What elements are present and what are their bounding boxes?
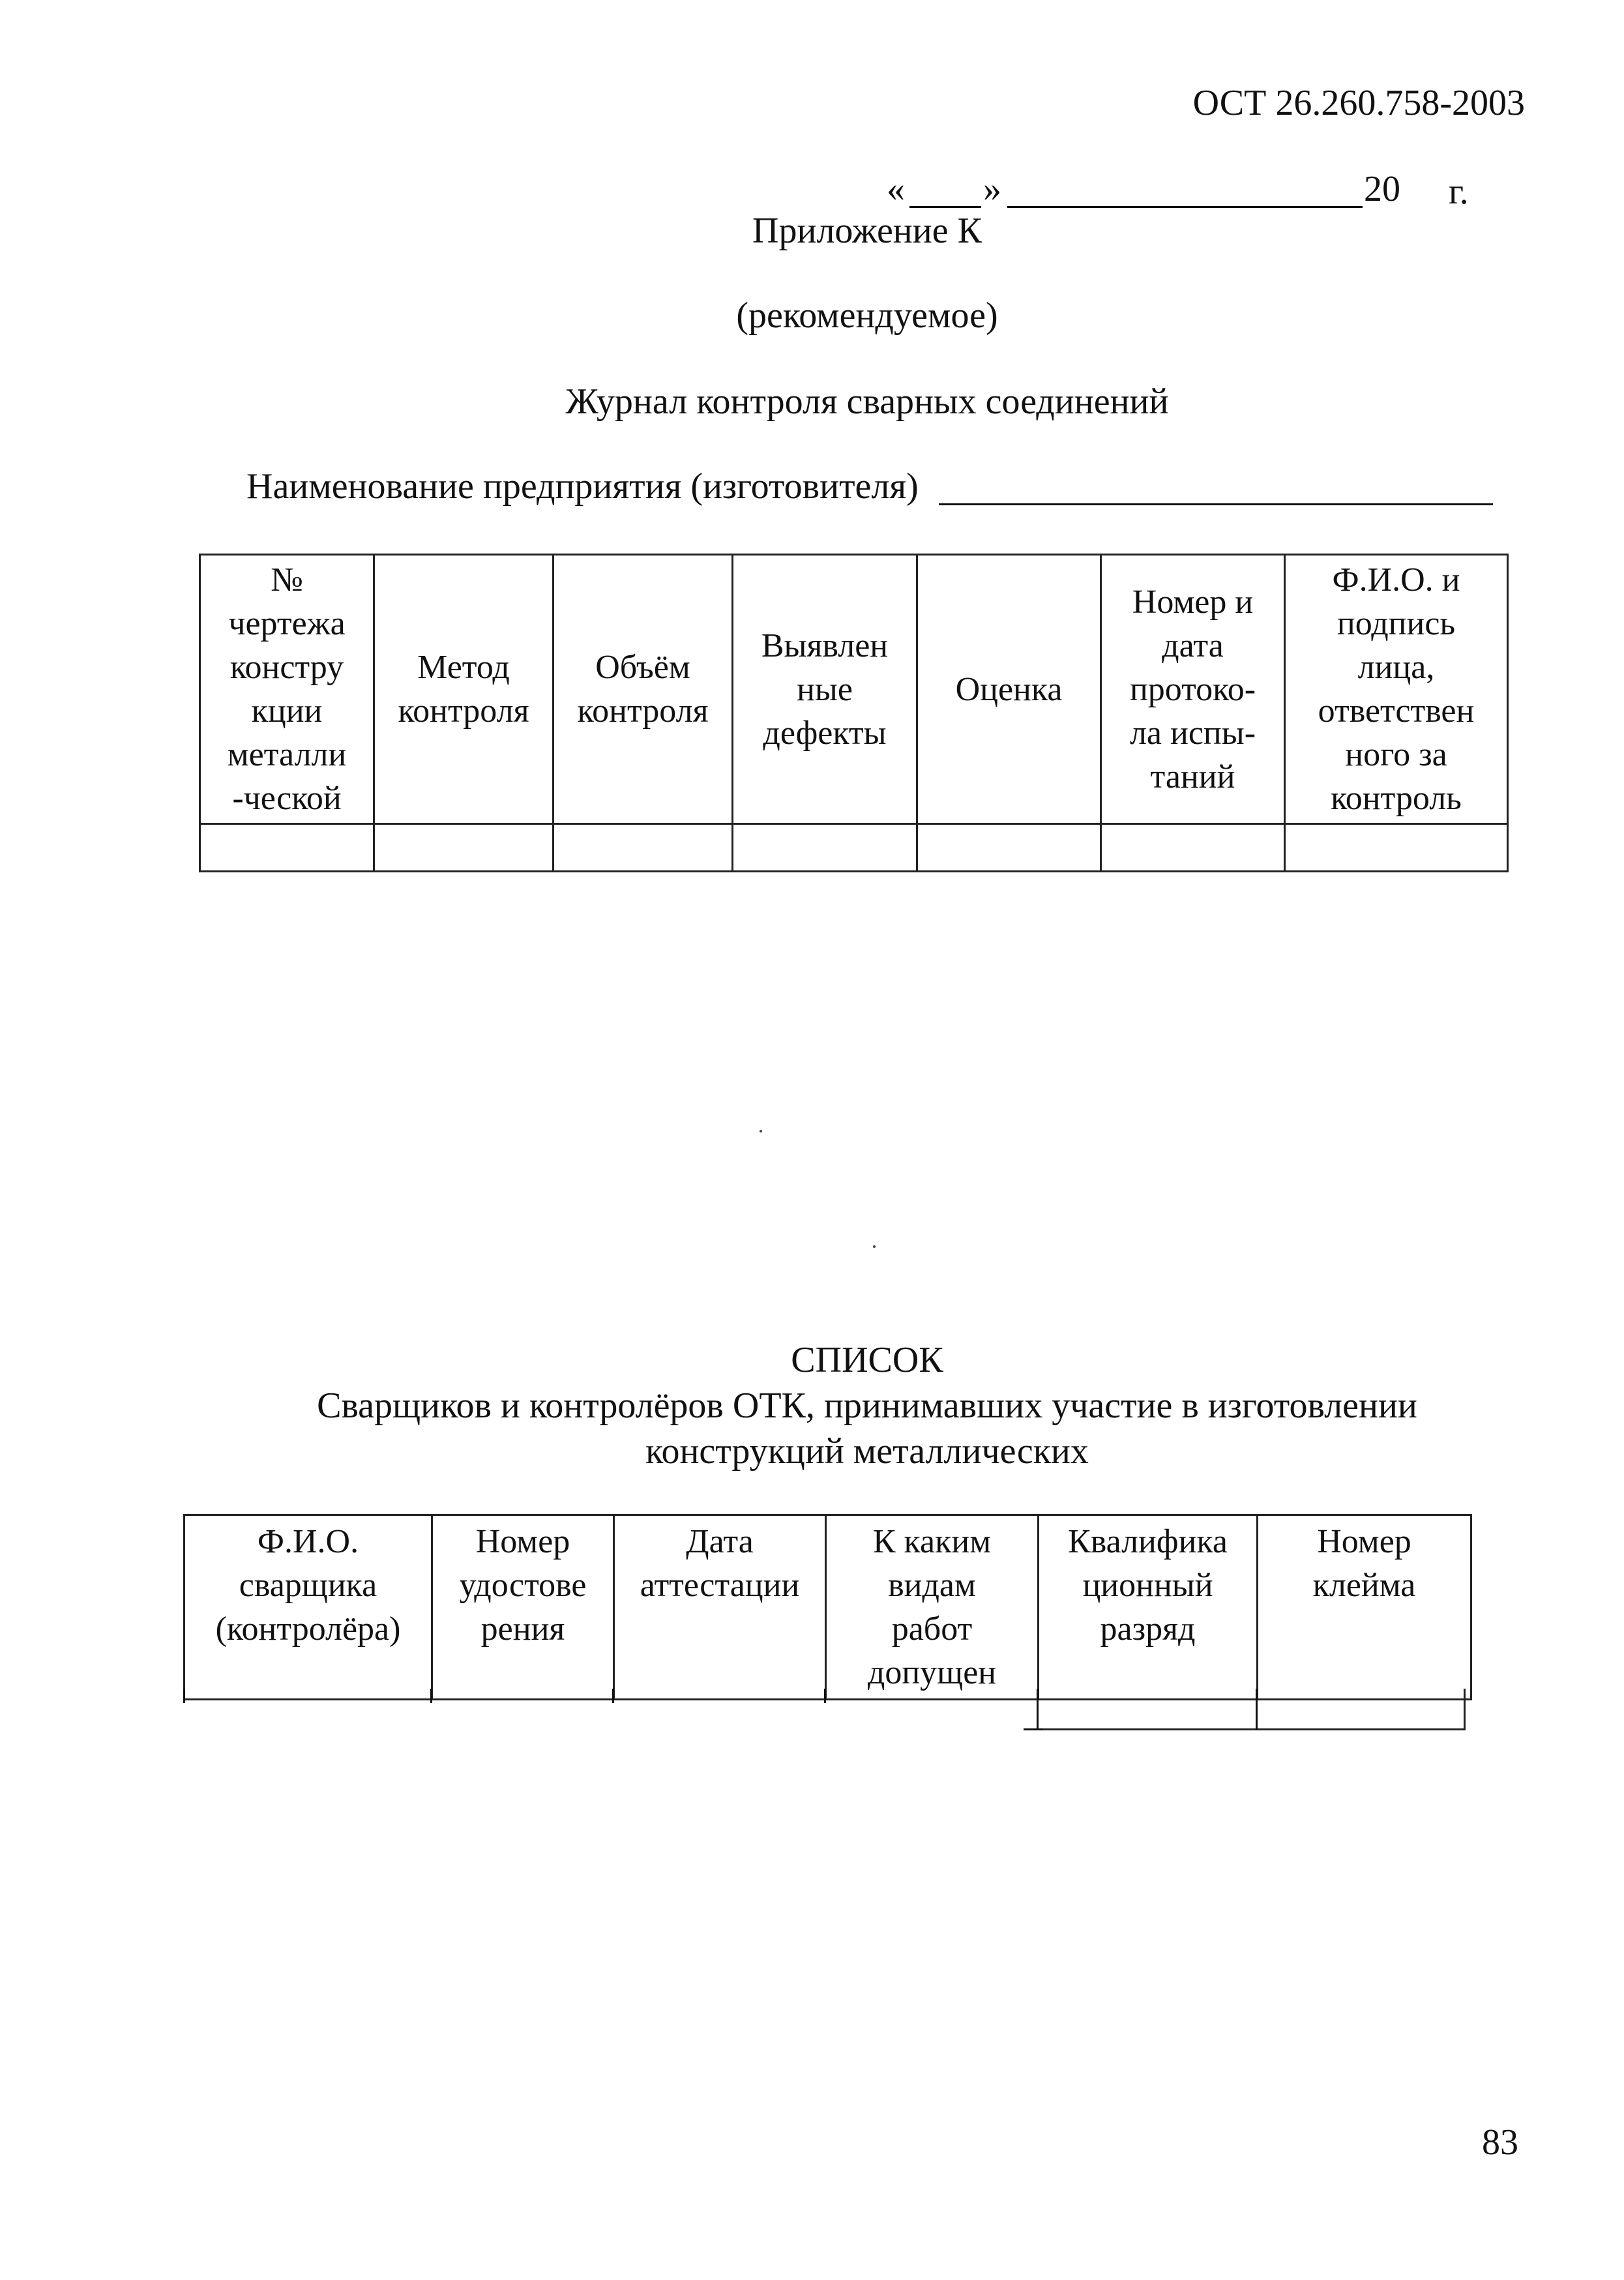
table1-empty-cell[interactable]: [374, 824, 554, 872]
table1-header-cell: Метод контроля: [374, 555, 554, 824]
table2-header-cell: Номер удостове рения: [432, 1515, 614, 1700]
table1-header-cell: № чертежа констру кции металли -ческой: [200, 555, 374, 824]
scan-speck: [873, 1245, 876, 1248]
welders-list-table: [183, 1514, 1472, 1700]
date-close-quote: »: [983, 169, 1001, 209]
table1-empty-cell[interactable]: [1101, 824, 1285, 872]
table1-empty-cell[interactable]: [200, 824, 374, 872]
list-subtitle-line1: Сварщиков и контролёров ОТК, принимавших участие в изготовлении: [317, 1385, 1417, 1426]
list-subtitle-line2: конструкций металлических: [645, 1431, 1089, 1472]
list-title: СПИСОК: [791, 1340, 943, 1380]
table1-header-cell: Объём контроля: [554, 555, 733, 824]
table2-row-underline: [1024, 1728, 1043, 1730]
table2-row-divider: [824, 1689, 826, 1703]
date-month-blank[interactable]: [1007, 206, 1363, 208]
table1-header-row: [200, 555, 1508, 824]
date-day-blank[interactable]: [909, 206, 981, 208]
table2-header-cell: Дата аттестации: [614, 1515, 826, 1700]
enterprise-blank[interactable]: [939, 503, 1493, 505]
table2-row-divider: [1037, 1689, 1039, 1730]
table1-header-cell: Ф.И.О. и подпись лица, ответствен ного за контроль: [1285, 555, 1508, 824]
table2-header-cell: К каким видам работ допущен: [826, 1515, 1039, 1700]
table2-header-row: [185, 1515, 1471, 1700]
page-number: 83: [1482, 2122, 1518, 2163]
table1-empty-cell[interactable]: [917, 824, 1101, 872]
table1-header-cell: Выявлен ные дефекты: [733, 555, 917, 824]
enterprise-label: Наименование предприятия (изготовителя): [246, 466, 919, 507]
table1-header-cell: Номер и дата протоко- ла испы- таний: [1101, 555, 1285, 824]
table2-row-divider: [1256, 1689, 1258, 1730]
table1-empty-row: [200, 824, 1508, 872]
journal-title: Журнал контроля сварных соединений: [565, 381, 1169, 422]
table2-row-divider: [430, 1689, 432, 1703]
table2-header-cell: Номер клейма: [1258, 1515, 1471, 1700]
table2-empty-row-box[interactable]: [1037, 1689, 1466, 1730]
scan-speck: [760, 1130, 762, 1133]
weld-control-journal-table: [199, 554, 1509, 872]
date-open-quote: «: [887, 169, 905, 209]
table2-header-cell: Ф.И.О. сварщика (контролёра): [185, 1515, 432, 1700]
table2-row-divider-left: [183, 1689, 185, 1703]
table1-empty-cell[interactable]: [733, 824, 917, 872]
table1-empty-cell[interactable]: [1285, 824, 1508, 872]
date-year-suffix: г.: [1449, 171, 1469, 212]
table2-header-cell: Квалифика ционный разряд: [1039, 1515, 1258, 1700]
date-year-prefix: 20: [1364, 169, 1400, 209]
appendix-status: (рекомендуемое): [736, 295, 998, 336]
appendix-title: Приложение К: [752, 211, 982, 251]
table1-header-cell: Оценка: [917, 555, 1101, 824]
table2-row-divider: [612, 1689, 614, 1703]
document-code: ОСТ 26.260.758-2003: [1192, 83, 1525, 123]
table1-empty-cell[interactable]: [554, 824, 733, 872]
